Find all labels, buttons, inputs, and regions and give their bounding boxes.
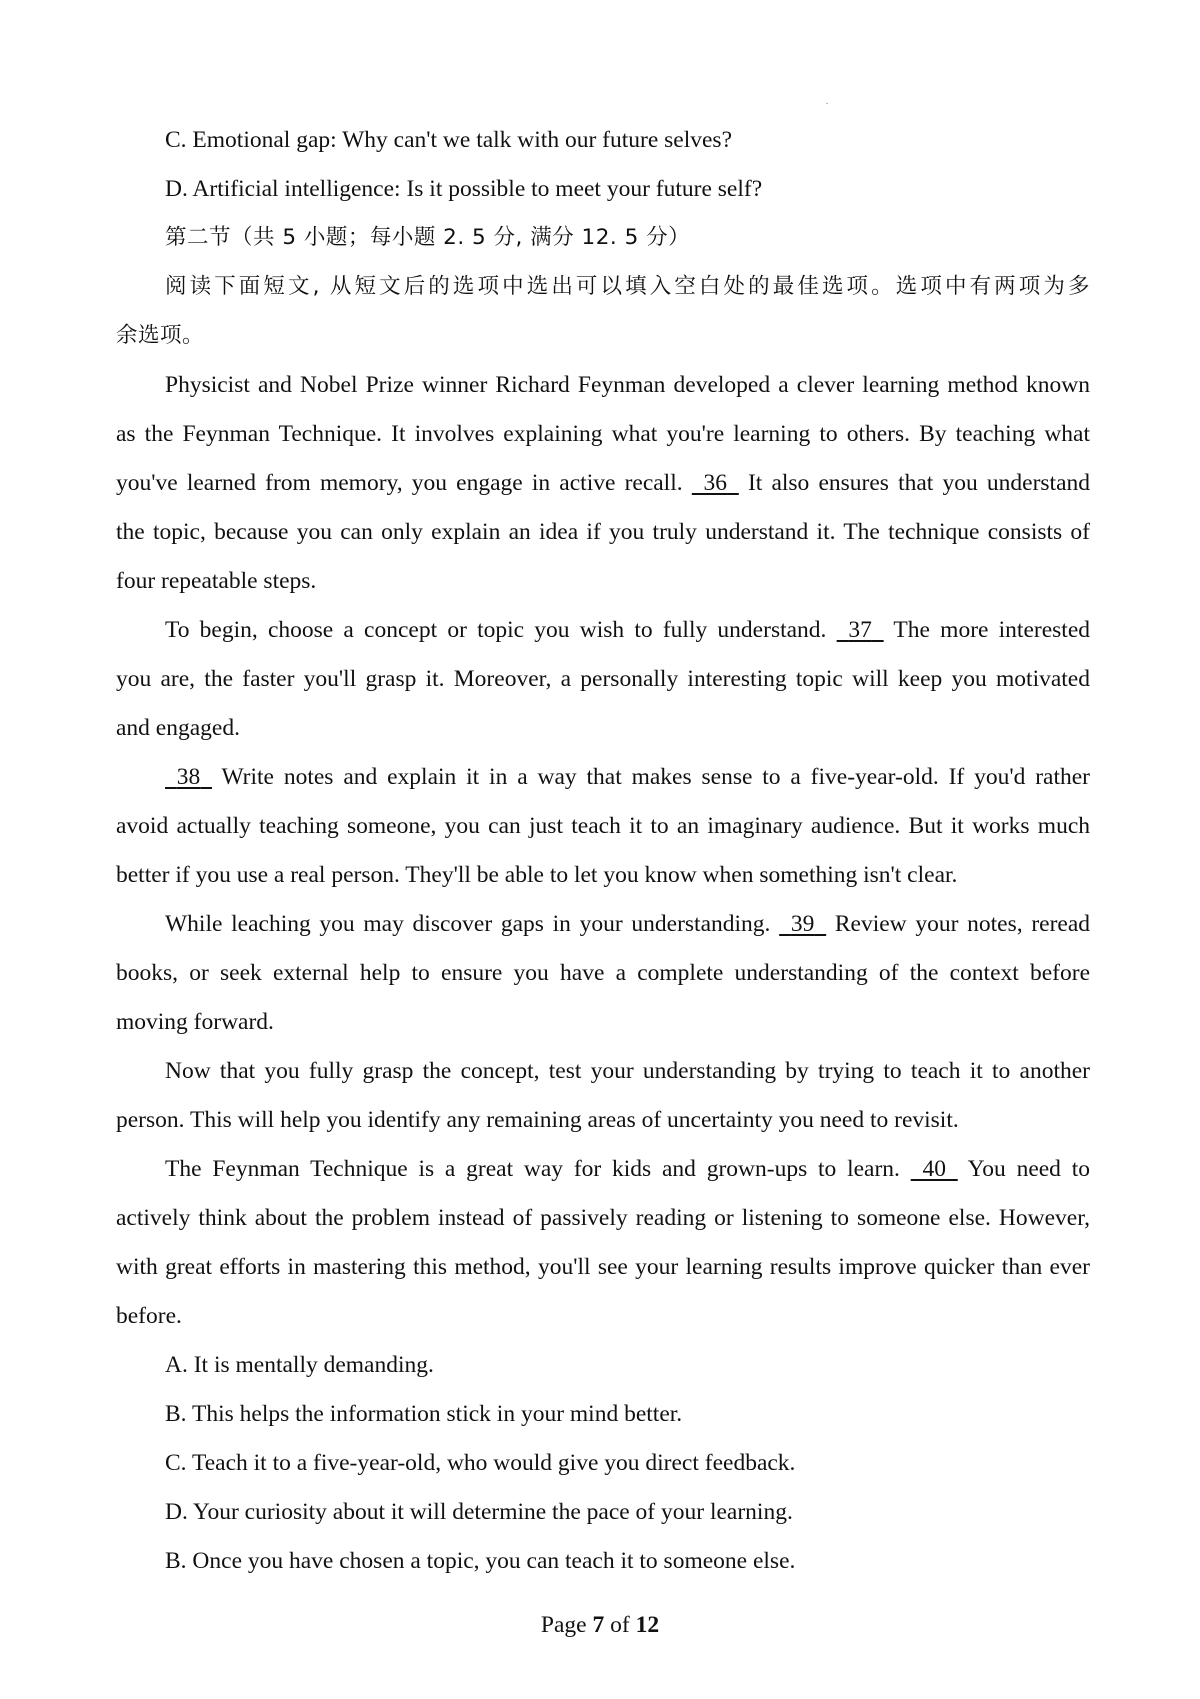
prev-option-c: C. Emotional gap: Why can't we talk with our future selves? — [165, 127, 733, 153]
blank-40[interactable]: 40 — [922, 1156, 946, 1182]
blank-39[interactable]: 39 — [790, 911, 815, 937]
p4-line3: moving forward. — [116, 1009, 274, 1035]
p3-line1 — [165, 762, 1090, 792]
prev-option-d: D. Artificial intelligence: Is it possible to meet your future self? — [165, 176, 763, 202]
footer-of: of — [610, 1612, 630, 1638]
p1-line2: as the Feynman Technique. It involves explaining what you're learning to others. By teaching what — [116, 421, 1090, 447]
p5-line2: person. This will help you identify any remaining areas of uncertainty you need to revisit. — [116, 1107, 959, 1133]
p2-line1 — [165, 615, 1090, 645]
option-b: B. This helps the information stick in your mind better. — [165, 1401, 683, 1427]
blank-38[interactable]: 38 — [176, 764, 201, 790]
p2-line1-after: The more interested — [893, 617, 1091, 643]
p6-line2: actively think about the problem instead of passively reading or listening to someone else. However, — [116, 1205, 1090, 1231]
p1-line3 — [116, 468, 1090, 498]
p1-line3-before: you've learned from memory, you engage in active recall. — [116, 470, 683, 496]
section-instruction-line2: 余选项。 — [116, 323, 205, 348]
p6-line1 — [165, 1154, 1090, 1184]
p5-line1: Now that you fully grasp the concept, test your understanding by trying to teach it to another — [165, 1058, 1090, 1084]
p2-line3: and engaged. — [116, 715, 240, 741]
p2-line1-before: To begin, choose a concept or topic you wish to fully understand. — [165, 617, 827, 643]
p2-line2: you are, the faster you'll grasp it. Moreover, a personally interesting topic will keep you motivated — [116, 666, 1090, 692]
option-e: B. Once you have chosen a topic, you can teach it to someone else. — [165, 1548, 796, 1574]
blank-36[interactable]: 36 — [703, 470, 728, 496]
p6-line3: with great efforts in mastering this method, you'll see your learning results improve quicker than ever — [116, 1254, 1090, 1280]
section-heading: 第二节（共 5 小题；每小题 2. 5 分, 满分 12. 5 分） — [165, 225, 691, 250]
section-instruction-line1: 阅读下面短文, 从短文后的选项中选出可以填入空白处的最佳选项。选项中有两项为多 — [165, 274, 1090, 299]
p4-line1-after: Review your notes, reread — [834, 911, 1091, 937]
page-footer — [0, 1610, 1200, 1640]
option-d: D. Your curiosity about it will determine the pace of your learning. — [165, 1499, 793, 1525]
footer-prefix: Page — [540, 1612, 587, 1638]
option-a: A. It is mentally demanding. — [165, 1352, 434, 1378]
blank-37[interactable]: 37 — [848, 617, 872, 643]
p6-line1-before: The Feynman Technique is a great way for kids and grown-ups to learn. — [165, 1156, 900, 1182]
p4-line2: books, or seek external help to ensure you have a complete understanding of the context before — [116, 960, 1090, 986]
footer-total-pages: 12 — [635, 1612, 660, 1638]
scan-speck — [826, 103, 828, 104]
p4-line1-before: While leaching you may discover gaps in your understanding. — [165, 911, 771, 937]
p3-line1-after: Write notes and explain it in a way that makes sense to a five-year-old. If you'd rather — [221, 764, 1090, 790]
p1-line1: Physicist and Nobel Prize winner Richard Feynman developed a clever learning method known — [165, 372, 1090, 398]
footer-current-page: 7 — [592, 1612, 605, 1638]
option-c: C. Teach it to a five-year-old, who would give you direct feedback. — [165, 1450, 796, 1476]
p3-line2: avoid actually teaching someone, you can just teach it to an imaginary audience. But it works much — [116, 813, 1090, 839]
p6-line1-after: You need to — [967, 1156, 1090, 1182]
p1-line3-after: It also ensures that you understand — [747, 470, 1090, 496]
p4-line1 — [165, 909, 1090, 939]
p1-line5: four repeatable steps. — [116, 568, 317, 594]
p6-line4: before. — [116, 1303, 182, 1329]
p3-line3: better if you use a real person. They'll be able to let you know when something isn't clear. — [116, 862, 958, 888]
p1-line4: the topic, because you can only explain an idea if you truly understand it. The technique consists of — [116, 519, 1090, 545]
